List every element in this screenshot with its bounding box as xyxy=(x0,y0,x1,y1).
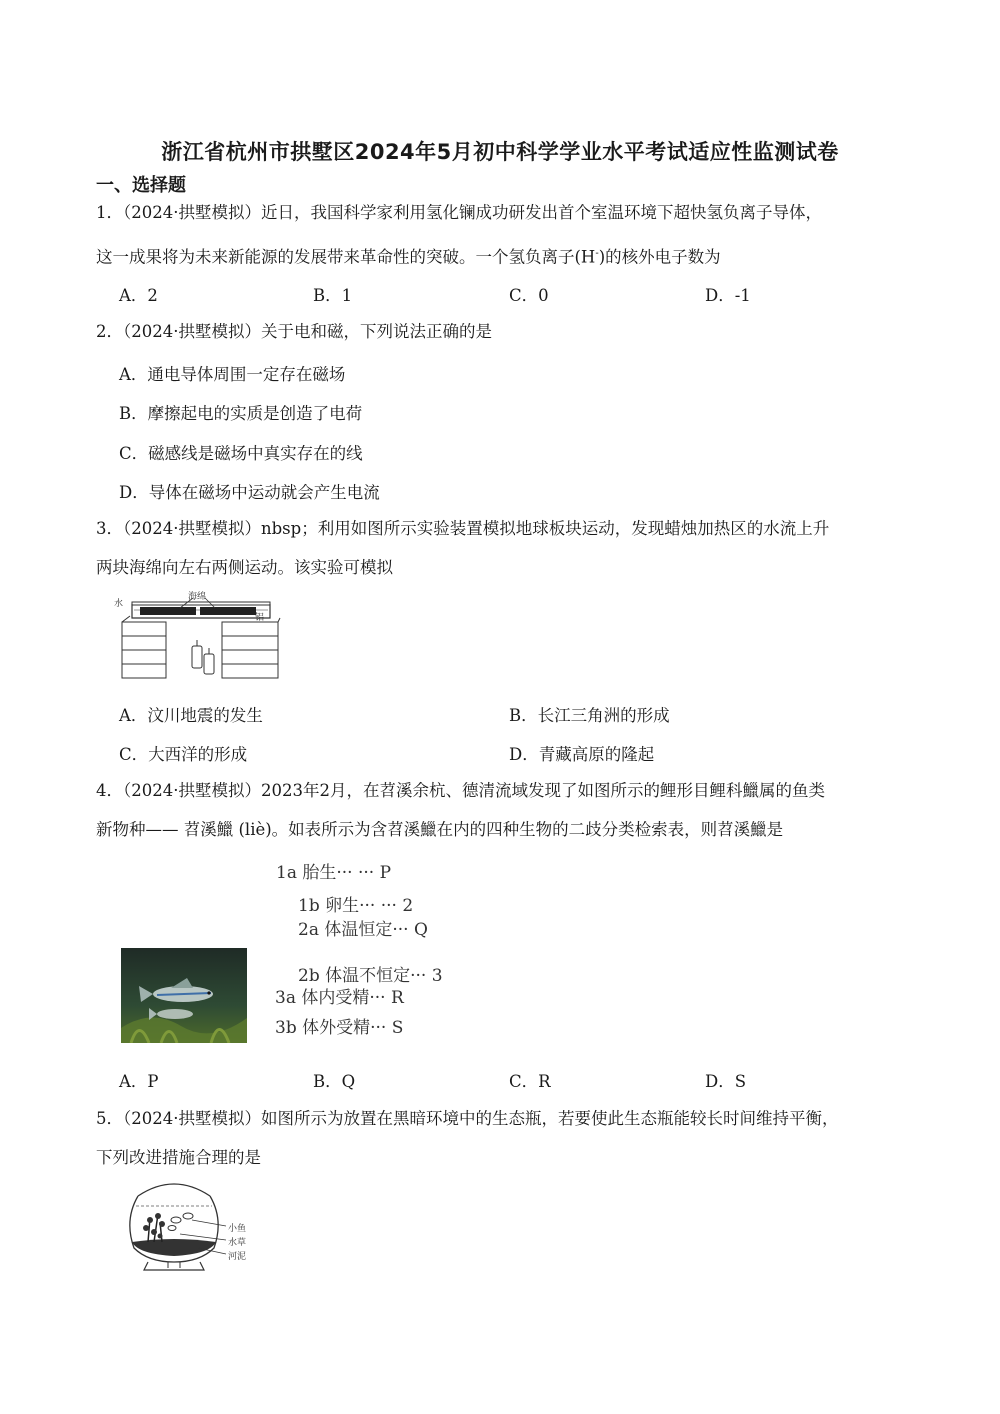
plate-experiment-figure xyxy=(110,588,290,684)
q3-option-d[interactable]: D．青藏高原的隆起 xyxy=(509,745,655,764)
ecobottle-figure xyxy=(118,1176,230,1272)
q5-label-mud: 河泥 xyxy=(228,1252,247,1262)
q2-option-d[interactable]: D．导体在磁场中运动就会产生电流 xyxy=(119,483,380,502)
q1-option-a[interactable]: A．2 xyxy=(119,286,158,305)
q2-option-b[interactable]: B．摩擦起电的实质是创造了电荷 xyxy=(119,404,363,423)
q4-key-1a: 1a 胎生··· ··· P xyxy=(276,863,392,883)
q4-key-2a: 2a 体温恒定··· Q xyxy=(298,920,428,940)
q4-key-1b: 1b 卵生··· ··· 2 xyxy=(298,896,414,916)
q4-stem-line-2: 新物种—— 苕溪鱲 (liè)。如表所示为含苕溪鱲在内的四种生物的二歧分类检索表，则苕溪鱲是 xyxy=(96,820,784,839)
q1-option-d[interactable]: D．-1 xyxy=(705,286,751,305)
q5-label-fish: 小鱼 xyxy=(228,1224,247,1234)
q3-option-a[interactable]: A．汶川地震的发生 xyxy=(119,706,263,725)
q4-option-a[interactable]: A．P xyxy=(119,1072,159,1091)
q5-stem-line-1: 5．（2024·拱墅模拟）如图所示为放置在黑暗环境中的生态瓶，若要使此生态瓶能较长时间维持平衡， xyxy=(96,1109,839,1128)
section-heading: 一、选择题 xyxy=(96,175,186,196)
q1-stem-tail: )的核外电子数为 xyxy=(598,247,721,267)
q3-label-third: 铝 xyxy=(255,613,265,623)
q3-stem-line-1: 3．（2024·拱墅模拟）nbsp；利用如图所示实验装置模拟地球板块运动，发现蜡烛加热区的水流上升 xyxy=(96,519,830,538)
q1-option-c[interactable]: C．0 xyxy=(509,286,549,305)
q1-superscript: - xyxy=(595,248,599,259)
q4-key-3b: 3b 体外受精··· S xyxy=(275,1018,404,1038)
q4-option-d[interactable]: D．S xyxy=(705,1072,747,1091)
q2-option-c[interactable]: C．磁感线是磁场中真实存在的线 xyxy=(119,444,363,463)
page-title: 浙江省杭州市拱墅区2024年5月初中科学学业水平考试适应性监测试卷 xyxy=(161,140,839,164)
q3-option-c[interactable]: C．大西洋的形成 xyxy=(119,745,248,764)
q1-stem-line-1: 1．（2024·拱墅模拟）近日，我国科学家利用氢化镧成功研发出首个室温环境下超快氢负离子导体， xyxy=(96,203,822,222)
q4-stem-line-1: 4．（2024·拱墅模拟）2023年2月，在苕溪余杭、德清流域发现了如图所示的鲤形目鲤科鱲属的鱼类 xyxy=(96,781,825,800)
q4-key-2b: 2b 体温不恒定··· 3 xyxy=(298,966,443,986)
q3-stem-line-2: 两块海绵向左右两侧运动。该实验可模拟 xyxy=(96,558,393,577)
q2-option-a[interactable]: A．通电导体周围一定存在磁场 xyxy=(119,365,346,384)
fish-photo xyxy=(121,948,247,1043)
q5-label-waterweed: 水草 xyxy=(228,1238,247,1248)
q2-stem: 2．（2024·拱墅模拟）关于电和磁，下列说法正确的是 xyxy=(96,322,492,341)
q1-stem-line-2 xyxy=(96,243,721,269)
q4-option-c[interactable]: C．R xyxy=(509,1072,551,1091)
q4-option-b[interactable]: B．Q xyxy=(313,1072,356,1091)
q4-key-3a: 3a 体内受精··· R xyxy=(275,988,404,1008)
q3-option-b[interactable]: B．长江三角洲的形成 xyxy=(509,706,670,725)
q5-stem-line-2: 下列改进措施合理的是 xyxy=(96,1148,261,1167)
q3-label-water: 水 xyxy=(114,599,124,609)
q1-stem-text: 这一成果将为未来新能源的发展带来革命性的突破。一个氢负离子(H xyxy=(96,247,596,267)
q3-label-sponge: 海绵 xyxy=(188,592,207,602)
q1-option-b[interactable]: B．1 xyxy=(313,286,353,305)
